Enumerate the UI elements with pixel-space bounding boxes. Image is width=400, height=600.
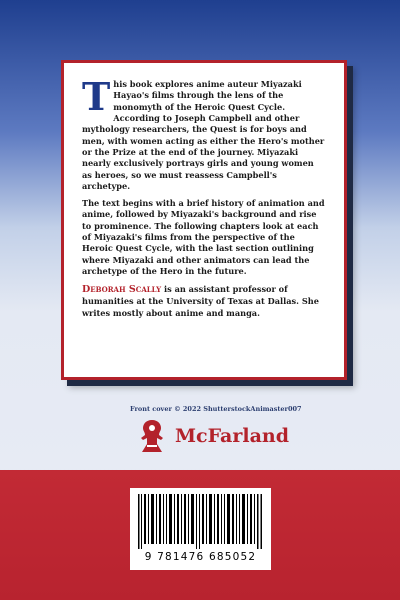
paragraph-overview: The text begins with a brief history of animation and anime, followed by Miyazaki's background and rise to prominence. The following chapters look at each of Miyazaki's films from the perspective of the Heroic Quest Cycle, with the last section outlining where Miyazaki and other animators can lead the archetype of the Hero in the future. <box>82 198 325 276</box>
author-name: Deborah Scally <box>82 284 162 296</box>
author-bio <box>82 283 326 319</box>
barcode-bars <box>138 494 263 549</box>
publisher-name: McFarland <box>175 425 289 447</box>
publisher-emblem-icon <box>135 418 169 454</box>
blurb-panel <box>61 60 347 380</box>
publisher-logo <box>135 418 289 454</box>
paragraph-intro <box>82 74 326 192</box>
cover-credit: Front cover © 2022 ShutterstockAnimaster007 <box>130 405 302 413</box>
author-bio-text: is an assistant professor of humanities at the University of Texas at Dallas. She writes mostly about anime and manga. <box>82 284 319 318</box>
isbn-number: 9 781476 685052 <box>144 551 257 563</box>
paragraph-intro-text: his book explores anime auteur Miyazaki Hayao's films through the lens of the monomyth of the Heroic Quest Cycle. According to Joseph Campbell and other mythology researchers, the Quest is for boys and men, with women acting as either the Hero's mother or the Prize at the end of the journey. Miyazaki nearly exclusively portrays girls and young women as heroes, so we must reassess Campbell's archetype. <box>82 79 325 191</box>
barcode-box <box>130 488 271 570</box>
drop-cap: T <box>82 74 111 119</box>
